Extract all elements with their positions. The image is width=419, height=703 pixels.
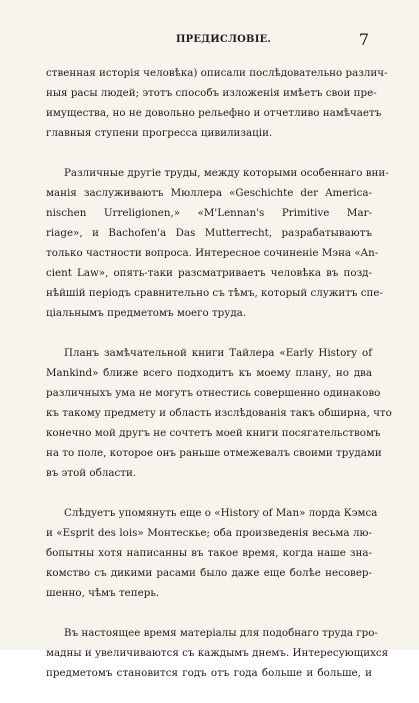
paragraph-4-line-1: Слѣдуетъ упомянуть еще о «History of Man» лорда Кэмса: [64, 507, 378, 519]
paragraph-3-line-2: Mankind» ближе всего подходитъ къ моему плану, но два: [46, 367, 372, 379]
paragraph-4-line-5: шенно, чѣмъ теперь.: [46, 587, 160, 599]
paragraph-4: [46, 503, 378, 603]
paragraph-2-line-3: nischen Urreligionen,» «M'Lennan's Primitive Mar-: [46, 207, 372, 219]
page-number: 7: [358, 30, 369, 49]
paragraph-3-line-4: къ такому предмету и область изслѣдованія такъ обширна, что: [46, 407, 392, 419]
paragraph-1: [46, 63, 388, 143]
page-content: [46, 63, 392, 703]
paragraph-3-line-3: различныхъ ума не могутъ отнестись совершенно одинаково: [46, 387, 381, 399]
paragraph-5-line-2: мадны и увеличиваются съ каждымъ днемъ. Интересующихся: [46, 647, 389, 659]
paragraph-5-line-1: Въ настоящее время матеріалы для подобнаго труда гро-: [64, 627, 378, 639]
paragraph-2-line-8: ціальнымъ предметомъ моего труда.: [46, 307, 247, 319]
paragraph-5: [46, 623, 389, 683]
paragraph-3-line-1: Планъ замѣчательной книги Тайлера «Early History of: [64, 347, 372, 359]
paragraph-1-line-3: имущества, но не довольно рельефно и отчетливо намѣчаетъ: [46, 107, 382, 119]
paragraph-2-line-1: Различные другіе труды, между которыми особеннаго вни-: [64, 167, 389, 179]
paragraph-5-line-3: предметомъ становится годъ отъ года больше и больше, и: [46, 667, 372, 679]
paragraph-2-line-4: riage», и Bachofen'a Das Mutterrecht, разрабатываютъ: [46, 227, 372, 239]
running-head: ПРЕДИСЛОВІЕ.: [176, 34, 272, 45]
paragraph-3-line-5: конечно мой другъ не сочтетъ моей книги посягательствомъ: [46, 427, 381, 439]
paragraph-2-line-6: cient Law», опять-таки разсматриваетъ человѣка въ позд-: [46, 267, 372, 279]
paragraph-3-line-6: на то поле, которое онъ раньше отмежевалъ своими трудами: [46, 447, 382, 459]
paragraph-4-line-4: комство съ дикими расами было даже еще болѣе несовер-: [46, 567, 372, 579]
paragraph-2-line-5: только частности вопроса. Интересное сочиненіе Мэна «An-: [46, 247, 379, 259]
paragraph-4-line-3: бопытны хотя написанны въ такое время, когда наше зна-: [46, 547, 372, 559]
paragraph-3-line-7: въ этой области.: [46, 467, 137, 479]
paragraph-4-line-2: и «Esprit des lois» Монтескье; оба произведенія весьма лю-: [46, 527, 372, 539]
paragraph-2: [46, 163, 389, 323]
paragraph-2-line-2: манія заслуживаютъ Мюллера «Geschichte der America-: [46, 187, 372, 199]
paragraph-3: [46, 343, 392, 483]
paragraph-1-line-4: главныя ступени прогресса цивилизаціи.: [46, 127, 273, 139]
paragraph-1-line-1: ственная исторія человѣка) описали послѣдовательно различ-: [46, 67, 388, 79]
paragraph-1-line-2: ныя расы людей; этотъ способъ изложенія имѣетъ свои пре-: [46, 87, 377, 99]
paragraph-2-line-7: нѣйшій періодъ сравнительно съ тѣмъ, который служитъ спе-: [46, 287, 383, 299]
